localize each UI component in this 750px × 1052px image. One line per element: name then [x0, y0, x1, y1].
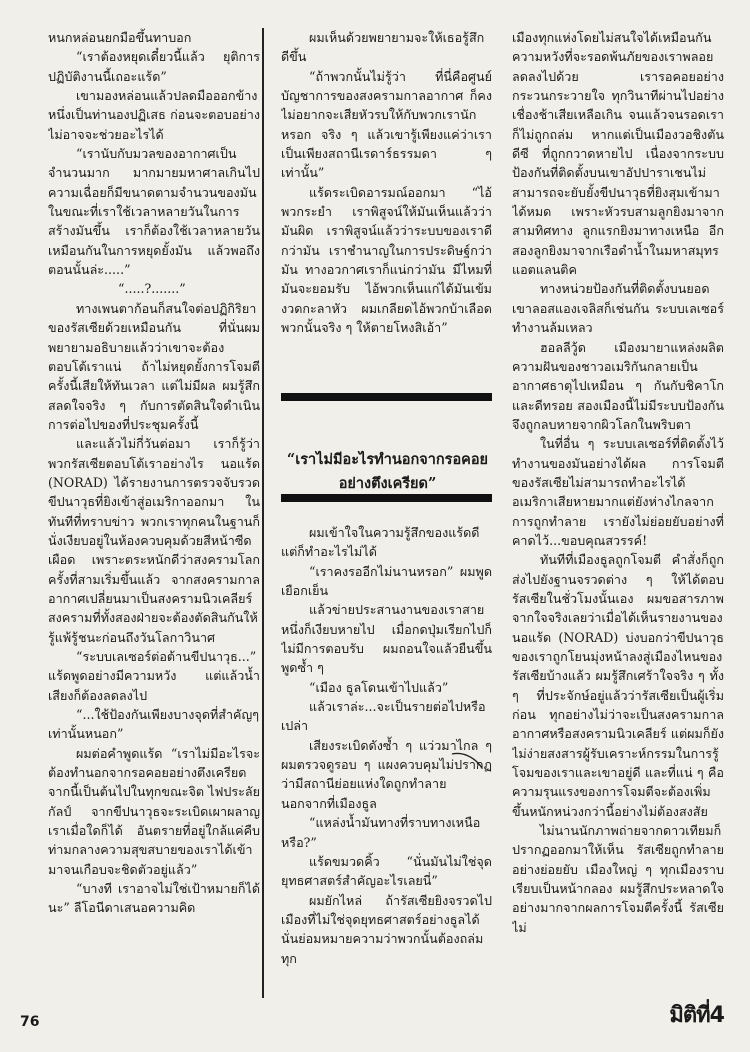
paragraph: ทางหน่วยป้องกันที่ติดตั้งบนยอดเขาลอสแองเจลิสก็เช่นกัน ระบบเลเซอร์ทำงานล้มเหลว: [512, 281, 724, 336]
paragraph: “ถ้าพวกนั้นไม่รู้ว่า ที่นี่คือศูนย์บัญชาการของสงครามกาลอากาศ ก็คงไม่อยากจะเสียหัวรบให้กับพวกเรานักหรอก จริง ๆ แล้วเขารู้เพียงแค่ว่าเราเป็นเพียงสถานีเรดาร์ธรรมดา ๆ เท่านั้น”: [281, 68, 492, 181]
paragraph: แร้ดระเบิดอารมณ์ออกมา “ไอ้พวกระยำ เราพิสูจน์ให้มันเห็นแล้วว่ามันผิด เราพิสูจน์แล้วว่าระบบของเราดีกว่ามัน เราชำนาญในการประดิษฐ์กว่ามัน ทางอวกาศเราก็แน่กว่ามัน มีไหมที่มันจะยอมรับ ไอ้พวกเห็นแก่ได้มันเข้มงวดกะลาหัว ผมเกลียดไอ้พวกบ้าเลือดพวกนั้นจริง ๆ ให้ตายโหงสิเอ้า”: [281, 184, 492, 336]
paragraph: “เราคงรออีกไม่นานหรอก” ผมพูดเยือกเย็น: [281, 563, 492, 599]
paragraph: ทางเพนตาก้อนก็สนใจต่อปฏิกิริยาของรัสเซียด้วยเหมือนกัน ที่นั่นผมพยายามอธิบายแล้วว่าเขาจะต้องตอบโต้เราแน่ ถ้าไม่หยุดยั้งการโจมตีครั้งนี้เสียให้ทันเวลา แต่ไม่มีผล ผมรู้สึกสลดใจจริง ๆ กับการตัดสินใจดำเนินการต่อไปของที่ประชุมครั้งนี้: [48, 300, 260, 432]
paragraph: ผมยักไหล่ ถ้ารัสเซียยิงจรวดไปเมืองที่ไม่ใช่จุดยุทธศาสตร์อย่างธูลได้ นั่นย่อมหมายความว่าพวกนั้นต้องถล่มทุก: [281, 892, 492, 966]
paragraph: แล้วข่ายประสานงานของเราสายหนึ่งก็เงียบหายไป เมื่อกดปุ่มเรียกไปก็ไม่มีการตอบรับ ผมถอนใจแล้วยืนขึ้นพูดซ้ำ ๆ: [281, 602, 492, 676]
paragraph: “เราต้องหยุดเดี๋ยวนี้แล้ว ยุติการปฏิบัติงานนี้เถอะแร้ด”: [48, 49, 260, 84]
magazine-logo: มิติที่4: [669, 1003, 724, 1028]
paragraph: “...ใช้ป้องกันเพียงบางจุดที่สำคัญๆ เท่านั้นหนอก”: [48, 707, 259, 742]
article-column-2-top: [281, 28, 492, 373]
paragraph: แล้วเราล่ะ...จะเป็นรายต่อไปหรือเปล่า: [281, 699, 486, 734]
paragraph: “แหล่งน้ำมันทางที่ราบทางเหนือหรือ?”: [281, 815, 481, 850]
paragraph: “เมือง ธูลโดนเข้าไปแล้ว”: [309, 679, 449, 695]
paragraph: เมืองทุกแห่งโดยไม่สนใจได้เหมือนกัน ความหวังที่จะรอดพ้นภัยของเราพลอยลดลงไปด้วย เรารอคอยอย่างกระวนกระวายใจ ทุกวินาทีผ่านไปอย่างเชื่องช้าเสียเหลือเกิน จนแล้วจนรอดเราก็ไม่ถูกถล่ม หากแต่เป็นเมืองวอชิงตัน ดีซี ที่ถูกกวาดหายไป เนื่องจากระบบป้องกันที่ติดตั้งบนเขาอัปปาราเชนไม่สามารถจะยับยั้งขีปนาวุธที่ยิงสุมเข้ามาได้หมด เพราะหัวรบสามลูกยิงมาจากสามทิศทาง ลูกแรกยิงมาทางเหนือ อีกสองลูกยิงมาจากเรือดำน้ำในมหาสมุทรแอตแลนติค: [512, 30, 724, 278]
column-rule: [262, 28, 264, 998]
pull-quote-headline: “เราไม่มีอะไรทำนอกจากรอคอยอย่างตึงเครียด”: [286, 451, 489, 492]
paragraph: “.....?.......”: [118, 281, 186, 297]
pen-mark-scribble: [448, 748, 488, 772]
paragraph: เขามองหล่อนแล้วปลดมือออกข้างหนึ่งเป็นท่านองปฏิเสธ ก่อนจะตอบอย่างไม่อาจจะช่วยอะไรได้: [48, 88, 260, 142]
paragraph: เสียงระเบิดดังซ้ำ ๆ แว่วมาไกล ๆ ผมตรวจดูรอบ ๆ แผงควบคุมไม่ปรากฏว่ามีสถานีย่อยแห่งใดถูกทำลายนอกจากที่เมืองธูล: [281, 737, 492, 811]
paragraph: ทันทีที่เมืองธูลถูกโจมตี คำสั่งก็ถูกส่งไปยังฐานจรวดต่าง ๆ ให้ได้ตอบรัสเซียในชั่วโมงนั้นเอง ผมขอสารภาพจากใจจริงเลยว่าเมื่อได้เห็นรายงานของ นอแร้ด (NORAD) บ่งบอกว่าขีปนาวุธของเราถูกโยนมุ่งหน้าลงสู่เมืองไหนของรัสเซียบ้างแล้ว ผมรู้สึกเศร้าใจจริง ๆ ทั้ง ๆ ที่ประจักษ์อยู่แล้วว่ารัสเซียเป็นผู้เริ่มก่อน ทุกอย่างไม่ว่าจะเป็นสงครามกาลอากาศหรือสงครามนิวเคลียร์ แต่ผมก็ยังไม่ง่ายสงสารผู้รับเคราะห์กรรมในการรู้โจมของเราและเขาอยู่ดี และที่แน่ ๆ คือความรุนแรงของการโจมตีจะต้องเพิ่มขึ้นหนักหน่วงกว่านี้อย่างไม่ต้องสงสัย: [512, 552, 724, 819]
paragraph: ไม่นานนักภาพถ่ายจากดาวเทียมก็ปรากฏออกมาให้เห็น รัสเซียถูกทำลายอย่างย่อยยับ เมืองใหญ่ ๆ ทุกเมืองราบเรียบเป็นหน้ากลอง ผมรู้สึกประหลาดใจอย่างมากจากผลการโจมตีครั้งนี้ รัสเซียไม่: [512, 823, 724, 935]
article-column-3: [512, 28, 724, 1028]
paragraph: ผมต่อคำพูดแร้ด “เราไม่มีอะไรจะต้องทำนอกจากรอคอยอย่างตึงเครียด จากนี้เป็นต้นไปในทุกขณะจิต ไฟประลัยกัลป์ จากขีปนาวุธจะระเบิดเผาผลาญเราเมื่อใดก็ได้ อันตรายที่อยู่ใกล้แค่คืบท่ามกลางความสุขสบายของเราได้เข้ามาจนเกือบจะชิดตัวอยู่แล้ว”: [48, 745, 260, 877]
paragraph: “ระบบเลเซอร์ต่อต้านขีปนาวุธ...” แร้ดพูดอย่างมีความหวัง แต่แล้วน้ำเสียงก็ต้องลดลงไป: [48, 649, 260, 703]
paragraph: “บางที เราอาจไม่ใช่เป้าหมายก็ได้นะ” ลีโอนีดาเสนอความคิด: [48, 881, 260, 916]
pull-quote-top-bar: [281, 393, 492, 401]
paragraph: และแล้วไม่กี่วันต่อมา เราก็รู้ว่าพวกรัสเซียตอบโต้เราอย่างไร นอแร้ด (NORAD) ได้รายงานการตรวจจับรวดขีปนาวุธที่ยิงเข้าสู่อเมริกาออกมา ในทันทีที่ทราบข่าว พวกเราทุกคนในฐานก็นั่งเงียบอยู่ในห้องควบคุมด้วยสีหน้าซีดเผือด เพราะตระหนักดีว่าสงครามโลกครั้งที่สามเริ่มขึ้นแล้ว จากสงครามกาลอากาศเปลี่ยนมาเป็นสงครามนิวเคลียร์ สงครามที่ทั้งสองฝ่ายจะต้องตัดสินกันให้รู้แพ้รู้ชนะก่อนถึงวันโลกาวินาศ: [48, 436, 260, 645]
article-column-1: [48, 28, 260, 1028]
paragraph: ผมเข้าใจในความรู้สึกของแร้ดดีแต่ก็ทำอะไรไม่ได้: [281, 525, 480, 560]
paragraph: แร้ดขมวดคิ้ว “นั่นมันไม่ใช่จุดยุทธศาสตร์สำคัญอะไรเลยนี่”: [281, 853, 492, 889]
paragraph: ผมเห็นด้วยพยายามจะให้เธอรู้สึกดีขึ้น: [281, 30, 485, 65]
paragraph: หนกหล่อนยกมือขึ้นทาบอก: [48, 30, 192, 45]
paragraph: ในที่อื่น ๆ ระบบเลเซอร์ที่ติดตั้งไว้ทำงานของมันอย่างได้ผล การโจมตีของรัสเซียไม่สามารถทำอะไรได้ อเมริกาเสียหายมากแต่ยังห่างไกลจากการถูกทำลาย เรายังไม่ย่อยยับอย่างที่คาดไว้...ขอบคุณสวรรค์!: [512, 436, 724, 548]
pull-quote-bottom-bar: [281, 494, 492, 502]
page-number: 76: [20, 1014, 40, 1030]
paragraph: “เรานับกับมวลของอากาศเป็นจำนวนมาก มากมายมหาศาลเกินไป ความเฉื่อยก็มีขนาดตามจำนวนของมัน ในขณะที่เราใช้เวลาหลายวันในการสร้างมันขึ้น เราก็ต้องใช้เวลาหลายวันเหมือนกันในการหยุดยั้งมัน แล้วพอถึงตอนนั้นล่ะ.....”: [48, 146, 260, 278]
paragraph: ฮอลลีวู้ด เมืองมายาแหล่งผลิตความฝันของชาวอเมริกันกลายเป็นอากาศธาตุไปเหมือน ๆ กันกับชิคาโกและดีทรอย สองเมืองนี้ไม่มีระบบป้องกันจึงถูกลบหายจากผิวโลกในพริบตา: [512, 339, 724, 432]
